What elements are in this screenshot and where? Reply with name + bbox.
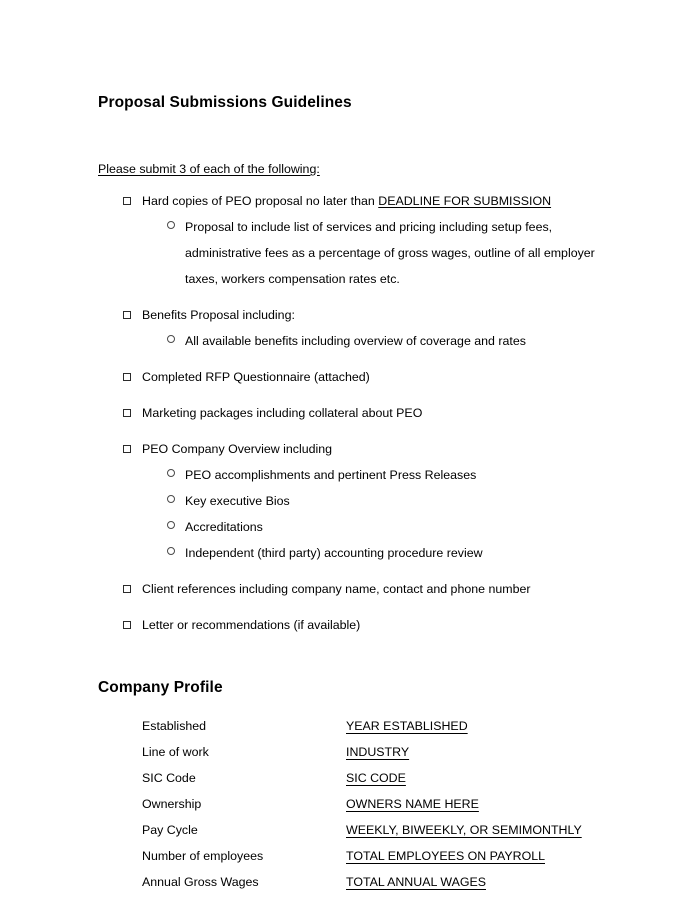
square-bullet-icon-shape [123, 621, 131, 629]
profile-row [98, 843, 582, 869]
square-bullet-icon-shape [123, 311, 131, 319]
square-bullet-icon [123, 188, 131, 214]
circle-bullet-icon [167, 462, 175, 488]
company-profile-table [98, 713, 582, 895]
requirement-item [98, 188, 618, 214]
document-body [98, 94, 618, 895]
profile-row [98, 791, 582, 817]
profile-label: Line of work [142, 745, 209, 759]
intro-line: Please submit 3 of each of the following: [98, 162, 320, 176]
requirement-item [98, 436, 618, 462]
profile-value-placeholder: TOTAL EMPLOYEES ON PAYROLL [346, 849, 545, 863]
requirement-text: Client references including company name, contact and phone number [142, 582, 531, 596]
profile-row [98, 739, 582, 765]
requirement-text: PEO accomplishments and pertinent Press Releases [185, 468, 477, 482]
circle-bullet-icon [167, 328, 175, 354]
requirement-text: Letter or recommendations (if available) [142, 618, 361, 632]
deadline-placeholder: DEADLINE FOR SUBMISSION [378, 194, 552, 208]
requirement-text: Key executive Bios [185, 494, 290, 508]
square-bullet-icon [123, 364, 131, 390]
profile-value-placeholder: SIC CODE [346, 771, 406, 785]
square-bullet-icon [123, 302, 131, 328]
circle-bullet-icon-shape [167, 469, 175, 477]
requirement-text: All available benefits including overview of coverage and rates [185, 334, 526, 348]
requirement-item [98, 364, 618, 390]
circle-bullet-icon [167, 488, 175, 514]
circle-bullet-icon [167, 514, 175, 540]
square-bullet-icon [123, 436, 131, 462]
profile-value-cell [346, 765, 582, 791]
circle-bullet-icon-shape [167, 335, 175, 343]
company-profile-heading: Company Profile [98, 679, 223, 696]
profile-value-cell [346, 713, 582, 739]
circle-bullet-icon-shape [167, 521, 175, 529]
profile-label: Number of employees [142, 849, 264, 863]
requirement-item [98, 214, 618, 292]
requirement-item [98, 514, 618, 540]
profile-row [98, 869, 582, 895]
circle-bullet-icon [167, 214, 175, 240]
company-profile-rows [98, 713, 582, 895]
profile-row [98, 765, 582, 791]
requirement-item [98, 576, 618, 602]
requirement-text: Independent (third party) accounting procedure review [185, 546, 483, 560]
square-bullet-icon [123, 400, 131, 426]
profile-value-cell [346, 869, 582, 895]
profile-value-placeholder: WEEKLY, BIWEEKLY, OR SEMIMONTHLY [346, 823, 582, 837]
circle-bullet-icon-shape [167, 221, 175, 229]
profile-value-placeholder: YEAR ESTABLISHED [346, 719, 468, 733]
circle-bullet-icon-shape [167, 495, 175, 503]
square-bullet-icon-shape [123, 445, 131, 453]
requirement-item [98, 328, 618, 354]
requirements-list [98, 188, 618, 638]
profile-label: Ownership [142, 797, 202, 811]
profile-row [98, 713, 582, 739]
requirement-item [98, 488, 618, 514]
requirement-text-plain: Hard copies of PEO proposal no later than [142, 194, 379, 208]
intro-line-wrapper [98, 112, 618, 178]
square-bullet-icon-shape [123, 585, 131, 593]
requirement-item [98, 462, 618, 488]
profile-label: Pay Cycle [142, 823, 198, 837]
requirement-item [98, 400, 618, 426]
square-bullet-icon [123, 612, 131, 638]
profile-label: SIC Code [142, 771, 196, 785]
requirement-item [98, 612, 618, 638]
requirement-text: Benefits Proposal including: [142, 308, 295, 322]
requirement-item [98, 540, 618, 566]
profile-value-cell [346, 739, 582, 765]
requirement-text: PEO Company Overview including [142, 442, 333, 456]
circle-bullet-icon [167, 540, 175, 566]
circle-bullet-icon-shape [167, 547, 175, 555]
profile-label: Established [142, 719, 207, 733]
requirement-text: Proposal to include list of services and pricing including setup fees, administrative fees as a percentage of gross wages, outline of all employer taxes, workers compensation rates etc. [185, 220, 595, 286]
square-bullet-icon-shape [123, 373, 131, 381]
requirement-text [142, 188, 618, 214]
profile-value-cell [346, 817, 582, 843]
page-title: Proposal Submissions Guidelines [98, 94, 352, 111]
profile-value-placeholder: INDUSTRY [346, 745, 410, 759]
profile-value-placeholder: TOTAL ANNUAL WAGES [346, 875, 486, 889]
profile-value-cell [346, 791, 582, 817]
profile-value-cell [346, 843, 582, 869]
requirement-text: Marketing packages including collateral about PEO [142, 406, 423, 420]
requirement-item [98, 302, 618, 328]
profile-label: Annual Gross Wages [142, 875, 259, 889]
requirement-text: Accreditations [185, 520, 263, 534]
profile-value-placeholder: OWNERS NAME HERE [346, 797, 479, 811]
profile-row [98, 817, 582, 843]
requirement-text: Completed RFP Questionnaire (attached) [142, 370, 370, 384]
square-bullet-icon [123, 576, 131, 602]
square-bullet-icon-shape [123, 409, 131, 417]
square-bullet-icon-shape [123, 197, 131, 205]
